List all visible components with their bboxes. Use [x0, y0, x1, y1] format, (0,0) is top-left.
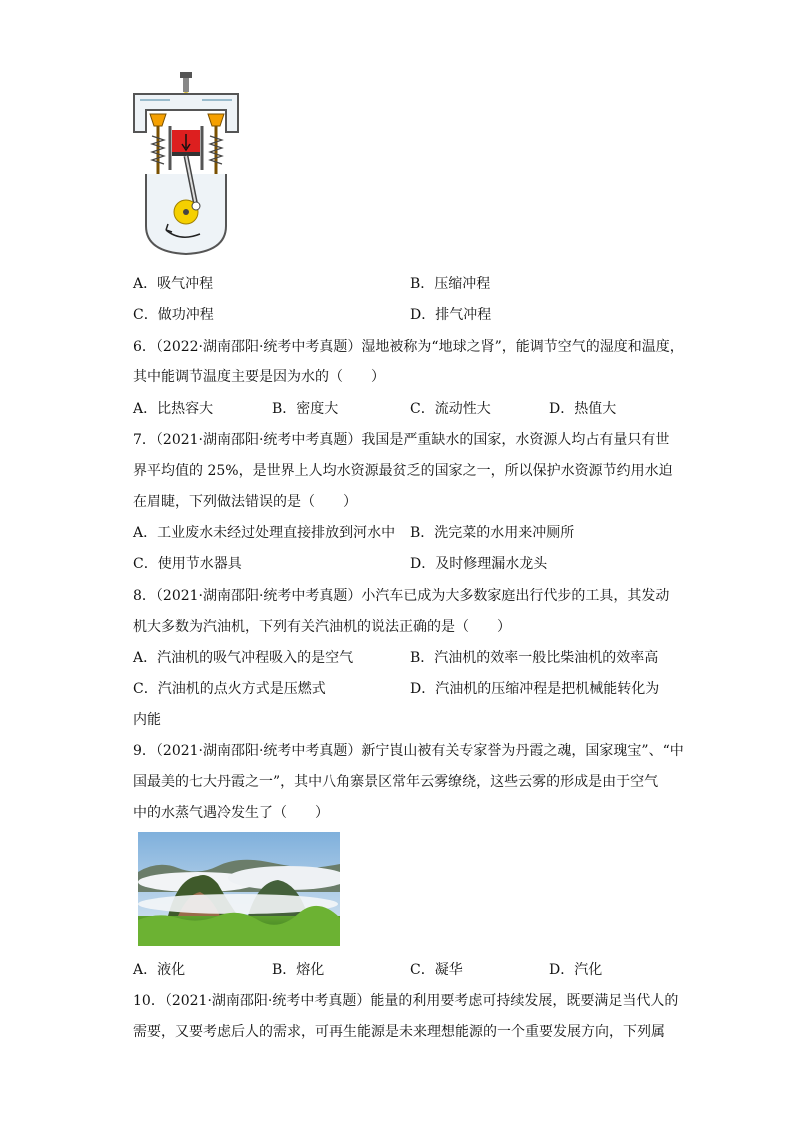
q9-option-b[interactable]: B．熔化: [272, 962, 325, 978]
q7-line-1: 7．（2021·湖南邵阳·统考中考真题）我国是严重缺水的国家，水资源人均占有量只有世: [133, 432, 670, 448]
q6-line-1: 6．（2022·湖南邵阳·统考中考真题）湿地被称为“地球之肾”，能调节空气的湿度和温度，: [133, 339, 684, 355]
q9-line-1: 9．（2021·湖南邵阳·统考中考真题）新宁崀山被有关专家誉为丹霞之魂，国家瑰宝”、“中: [133, 743, 684, 759]
q8-option-d-continued: 内能: [133, 712, 161, 728]
q8-option-c[interactable]: C．汽油机的点火方式是压燃式: [133, 681, 326, 697]
q7-option-c[interactable]: C．使用节水器具: [133, 556, 242, 572]
q6-option-a[interactable]: A．比热容大: [133, 401, 214, 417]
q7-option-a[interactable]: A．工业废水未经过处理直接排放到河水中: [133, 525, 396, 541]
q9-option-c[interactable]: C．凝华: [410, 962, 463, 978]
q7-line-2: 界平均值的 25%，是世界上人均水资源最贫乏的国家之一，所以保护水资源节约用水迫: [133, 463, 673, 479]
engine-option-c[interactable]: C．做功冲程: [133, 307, 214, 323]
q6-line-2: 其中能调节温度主要是因为水的（ ）: [133, 369, 385, 385]
q7-option-b[interactable]: B．洗完菜的水用来冲厕所: [410, 525, 575, 541]
engine-option-a[interactable]: A．吸气冲程: [133, 276, 214, 292]
q6-option-c[interactable]: C．流动性大: [410, 401, 491, 417]
q9-option-d[interactable]: D．汽化: [549, 962, 603, 978]
q9-line-2: 国最美的七大丹霞之一”，其中八角寨景区常年云雾缭绕，这些云雾的形成是由于空气: [133, 774, 659, 790]
engine-option-d[interactable]: D．排气冲程: [410, 307, 492, 323]
engine-option-b[interactable]: B．压缩冲程: [410, 276, 491, 292]
q8-option-a[interactable]: A．汽油机的吸气冲程吸入的是空气: [133, 650, 354, 666]
q7-line-3: 在眉睫，下列做法错误的是（ ）: [133, 494, 357, 510]
engine-diagram: [130, 70, 242, 260]
q8-line-1: 8．（2021·湖南邵阳·统考中考真题）小汽车已成为大多数家庭出行代步的工具，其发动: [133, 588, 670, 604]
q10-line-1: 10．（2021·湖南邵阳·统考中考真题）能量的利用要考虑可持续发展，既要满足当代人的: [133, 993, 679, 1009]
q6-option-d[interactable]: D．热值大: [549, 401, 617, 417]
q10-line-2: 需要，又要考虑后人的需求，可再生能源是未来理想能源的一个重要发展方向，下列属: [133, 1024, 665, 1040]
q9-line-3: 中的水蒸气遇冷发生了（ ）: [133, 805, 329, 821]
danxia-landscape-photo: [138, 832, 340, 946]
q6-option-b[interactable]: B．密度大: [272, 401, 339, 417]
q8-option-d[interactable]: D．汽油机的压缩冲程是把机械能转化为: [410, 681, 660, 697]
q9-option-a[interactable]: A．液化: [133, 962, 186, 978]
q7-option-d[interactable]: D．及时修理漏水龙头: [410, 556, 548, 572]
q8-option-b[interactable]: B．汽油机的效率一般比柴油机的效率高: [410, 650, 659, 666]
q8-line-2: 机大多数为汽油机，下列有关汽油机的说法正确的是（ ）: [133, 619, 511, 635]
